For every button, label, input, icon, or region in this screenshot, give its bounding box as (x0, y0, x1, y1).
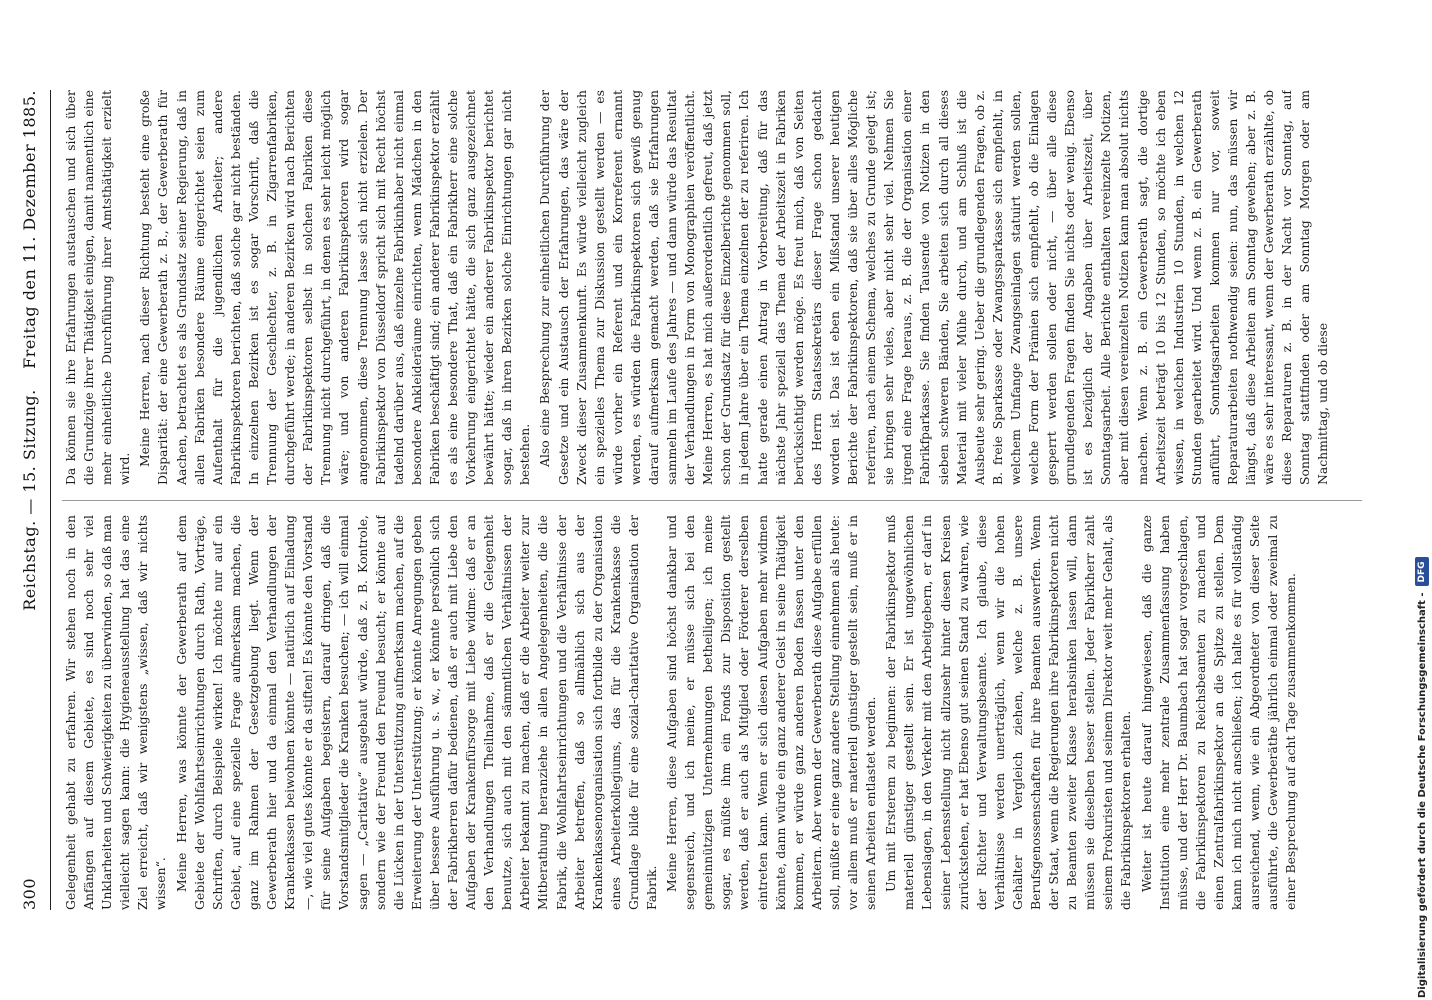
digitization-credit: Digitalisierung gefördert durch die Deutsche Forschungsgemeinschaft - (1416, 592, 1428, 998)
paragraph: Also eine Besprechung zur einheitlichen Durchführung der Gesetze und ein Austausch der Erfahrungen, das wäre der Zweck dieser Zusammenkunft. Es würde vielleicht zugleich ein spezielles Thema zur Diskussion gestellt werden — es würde vorher ein Referent und ein Korreferent ernannt werden, es würden die Fabrikinspektoren sich gewiß genug darauf aufmerksam gemacht werden, daß sie Erfahrungen sammeln im Laufe des Jahres — und dann würde das Resultat der Verhandlungen in Form von Monographien veröffentlicht. Meine Herren, es hat mich außerordentlich gefreut, daß jetzt schon der Grundsatz für diese Einzelberichte genommen soll, in jedem Jahre über ein Thema einzelnen der zu referiren. Ich hatte gerade einen Antrag in Vorbereitung, daß für das nächste Jahr speziell das Thema der Arbeitszeit in Fabriken berücksichtigt werden möge. Es freut mich, daß von Seiten des Herrn Staatssekretärs dieser Frage schon gedacht worden ist. Das ist eben ein Mißstand unserer heutigen Berichte der Fabrikinspektoren, daß sie über alles Mögliche referiren, nach einem Schema, welches zu Grunde gelegt ist; sie bringen sehr vieles, aber nicht sehr viel. Nehmen Sie irgend eine Frage heraus, z. B. die der Organisation einer Fabrikfparkasse. Sie finden Tausende von Notizen in den sieben schweren Bänden, Sie arbeiten sich durch all dieses Material mit vieler Mühe durch, und am Schluß ist die Ausbeute sehr gering. Ueber die grundlegenden Fragen, ob z. B. freie Sparkasse oder Zwangssparkasse sich empfiehlt, in welchem Umfange Zwangseinlagen statuirt werden sollen, welche Form der Prämien sich empfiehlt, ob die Einlagen gesperrt werden sollen oder nicht, — über alle diese grundlegenden Fragen finden Sie nichts oder wenig. Ebenso ist es bezüglich der Angaben über Arbeitszeit, über Sonntagsarbeit. Alle Berichte enthalten vereinzelte Notizen, aber mit diesen vereinzelten Notizen kann man absolut nichts machen. Wenn z. B. ein Gewerberath sagt, die dortige Arbeitszeit beträgt 10 bis 12 Stunden, so möchte ich eben wissen, in welchen Industrien 10 Stunden, in welchen 12 Stunden gearbeitet wird. Und wenn z. B. ein Gewerberath anführt, Sonntagsarbeiten kommen nur vor, soweit Reparaturarbeiten nothwendig seien: nun, das müssen wir längst, daß diese Arbeiten am Sonntag gewehen; aber z. B. wäre es sehr interessant, wenn der Gewerberath erzählte, ob diese Reparaturen z. B. in der Nacht vor Sonntag, auf Sonntag stattfinden oder am Sonntag Morgen oder am Nachmittag, und ob diese (537, 90, 1331, 485)
digitization-strip (1412, 0, 1432, 1000)
right-column (62, 90, 1362, 485)
header-rule (50, 90, 51, 910)
paragraph: Meine Herren, was könnte der Gewerberath auf dem Gebiete der Wohlfahrtseinrichtungen durch Rath, Vorträge, Schriften, durch Beispiele wirken! Ich möchte nur auf ein Gebiet, auf eine spezielle Frage aufmerksam machen, die ganz im Rahmen der Gesetzgebung liegt. Wenn der Gewerberath hier und da einmal den Verhandlungen der Krankenkassen beiwohnen könnte — natürlich auf Einladung —, wie viel gutes könnte er da stiften! Es könnte den Vorstand für seine Aufgaben begeistern, darauf dringen, daß die Vorstandsmitglieder die Kranken besuchen; — ich will einmal sagen — „Caritative“ ausgebaut würde, daß z. B. Kontrole, sondern wie der Freund den Freund besucht; er könnte auf die Lücken in der Unterstützung aufmerksam machen, auf die Erweiterung der Unterstützung; er könnte Anregungen geben über bessere Ausführung u. s. w., er könnte persönlich sich der Fabrikherren dafür bedienen, daß er auch mit Liebe den Aufgaben der Krankenfürsorge mit Liebe widme: daß er an den Verhandlungen Theilnahme, daß er die Gelegenheit benutze, sich auch mit den sämmtlichen Verhältnissen der Arbeiter bekannt zu machen, daß er die Arbeiter weiter zur Mitberathung heranziehe in allen Angelegenheiten, die die Fabrik, die Wohlfahrtseinrichtungen und die Verhältnisse der Arbeiter betreffen, daß so allmählich sich aus der Krankenkassenorganisation sich fortbilde zu der Organisation eines Arbeiterkollegiums, das für die Krankenkasse die Grundlage bilde für eine sozial-charitative Organisation der Fabrik. (173, 515, 659, 910)
paragraph: Meine Herren, diese Aufgaben sind höchst dankbar und segensreich, und ich meine, er müsse sich bei den gemeinnützigen Unternehmungen betheiligen; ich meine sogar, es müßte ihm ein Fonds zur Disposition gestellt werden, daß er auch als Mitglied oder Förderer derselben eintreten kann. Wenn er sich diesen Aufgaben mehr widmen könnte, dann würde ein ganz anderer Geist in seine Thätigkeit kommen, er würde ganz anderen Boden fassen unter den Arbeitern. Aber wenn der Gewerberath diese Aufgabe erfüllen soll, müßte er eine ganz andere Stellung einnehmen als heute: vor allem muß er materiell günstiger gestellt sein, muß er in seinen Arbeiten entlastet werden. (664, 515, 879, 910)
page-number: 300 (20, 877, 39, 910)
paragraph: Gelegenheit gehabt zu erfahren. Wir stehen noch in den Anfängen auf diesem Gebiete, es sind noch sehr viel Unklarheiten und Schwierigkeiten zu überwinden, so daß man vielleicht sagen kann: die Hygieneausstellung hat das eine Ziel erreicht, daß wir wenigstens „wissen, daß wir nichts wissen“. (63, 515, 169, 910)
left-column (62, 515, 1362, 910)
page-header (20, 90, 46, 910)
session-title: Reichstag. — 15. Sitzung. (20, 389, 39, 611)
column-divider (62, 500, 1362, 501)
paragraph: Meine Herren, nach dieser Richtung besteht eine große Disparität: der eine Gewerberath z. B., der Gewerberath für Aachen, betrachtet es als Grundsatz seiner Regierung, daß in allen Fabriken besondere Räume eingerichtet seien zum Aufenthalt für die jugendlichen Arbeiter; andere Fabrikinspektoren berichten, daß solche gar nicht beständen. In einzelnen Bezirken ist es sogar Vorschrift, daß die Trennung der Geschlechter, z. B. in Zigarrenfabriken, durchgeführt werde; in anderen Bezirken wird nach Berichten der Fabrikinspektoren selbst in solchen Fabriken diese Trennung nicht durchgeführt, in denen es sehr leicht möglich wäre; und von anderen Fabrikinspektoren wird sogar angenommen, diese Trennung lasse sich nicht erzielen. Der Fabrikinspektor von Düsseldorf spricht sich mit Recht höchst tadelnd darüber aus, daß einzelne Fabrikinhaber nicht einmal besondere Ankleideräume einrichten, wenn Mädchen in den Fabriken beschäftigt sind; ein anderer Fabrikinspektor erzählt es als eine besondere That, daß ein Fabrikherr eine solche Vorkehrung eingerichtet hätte, die sich ganz ausgezeichnet bewährt hätte; wieder ein anderer Fabrikinspektor berichtet sogar, daß in ihren Bezirken solche Einrichtungen gar nicht bestehen. (137, 90, 533, 485)
dfg-logo: DFG (1415, 557, 1429, 586)
paragraph: Weiter ist heute darauf hingewiesen, daß die ganze Institution eine mehr zentrale Zusammenfassung haben müsse, und der Herr Dr. Baumbach hat sogar vorgeschlagen, die Fabrikinspektoren zu Reichsbeamten zu machen und einen Zentralfabrikinspektor an die Spitze zu stellen. Dem kann ich mich nicht anschließen; ich halte es für vollständig ausreichend, wenn, wie ein Abgeordneter von dieser Seite ausführte, die Gewerberäthe jährlich einmal oder zweimal zu einer Besprechung auf acht Tage zusammenkommen. (1138, 515, 1299, 910)
session-date: Freitag den 11. Dezember 1885. (20, 90, 39, 369)
paragraph: Da können sie ihre Erfahrungen austauschen und sich über die Grundzüge ihrer Thätigkeit einigen, damit namentlich eine mehr einheitliche Durchführung ihrer Amtsthätigkeit erzielt wird. (63, 90, 133, 485)
paragraph: Um mit Ersterem zu beginnen: der Fabrikinspektor muß materiell günstiger gestellt sein. Er ist ungewöhnlichen Lebenslagen, in den Verkehr mit den Arbeitgebern, er darf in seiner Lebensstellung nicht allzusehr hinter diesen Kreisen zurückstehen, er hat Ebenso gut seinen Stand zu wahren, wie der Richter und Verwaltungsbeamte. Ich glaube, diese Verhältnisse werden unerträglich, wenn wir die hohen Gehälter in Vergleich ziehen, welche z. B. unsere Berufsgenossenschaften für ihre Beamten auswerfen. Wenn der Staat, wenn die Regierungen ihre Fabrikinspektoren nicht zu Beamten zweiter Klasse herabsinken lassen will, dann müssen sie dieselben besser stellen. Jeder Fabrikherr zahlt seinem Prokuristen und seinem Direktor weit mehr Gehalt, als die Fabrikinspektoren erhalten. (883, 515, 1134, 910)
